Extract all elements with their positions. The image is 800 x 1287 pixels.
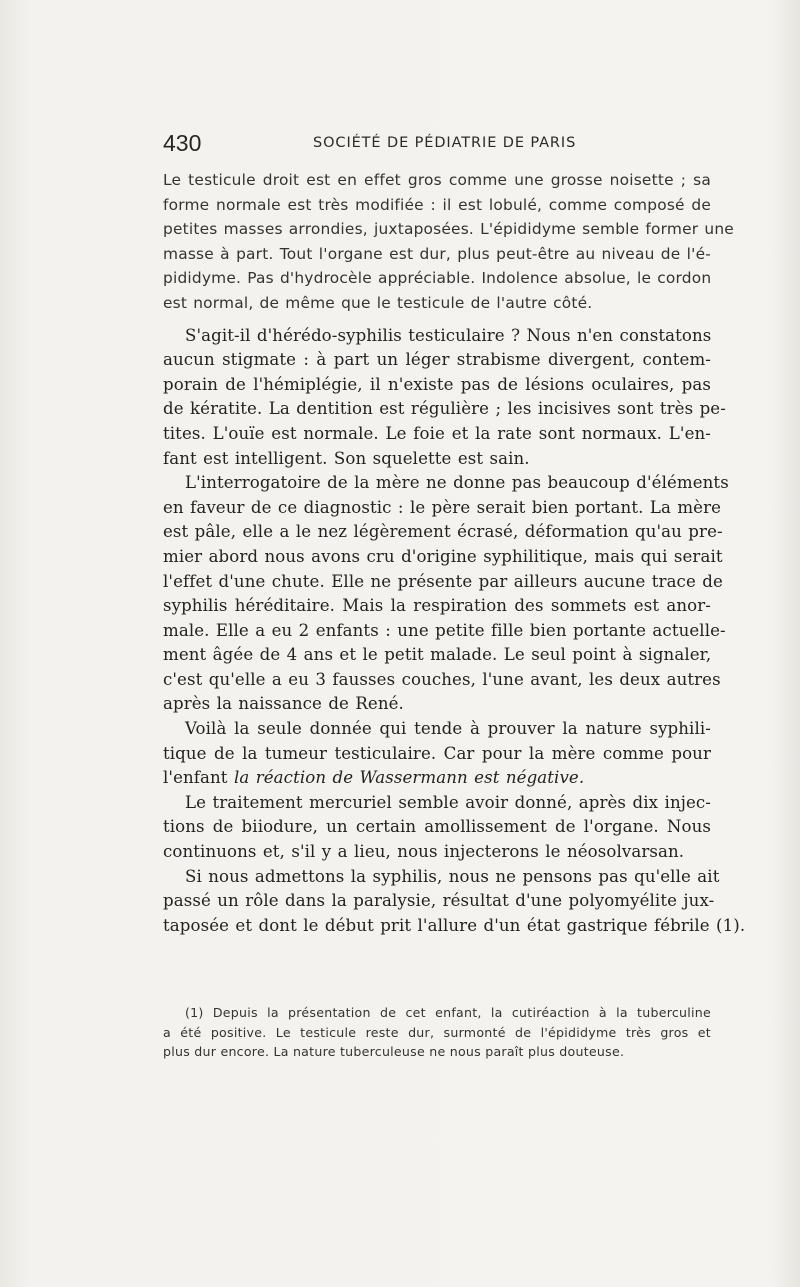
text-span: l'enfant	[163, 768, 234, 788]
text-line: L'interrogatoire de la mère ne donne pas beaucoup d'éléments	[185, 473, 729, 493]
text-line: est normal, de même que le testicule de l'autre côté.	[163, 293, 593, 312]
text-line: forme normale est très modifiée : il est lobulé, comme composé de	[163, 195, 711, 214]
body-text	[163, 168, 746, 938]
text-line: mier abord nous avons cru d'origine syphilitique, mais qui serait	[163, 546, 723, 566]
text-line: S'agit-il d'hérédo-syphilis testiculaire ? Nous n'en constatons	[185, 325, 712, 345]
text-line: c'est qu'elle a eu 3 fausses couches, l'une avant, les deux autres	[163, 669, 721, 689]
text-line: l'effet d'une chute. Elle ne présente par ailleurs aucune trace de	[163, 571, 723, 591]
text-line: continuons et, s'il y a lieu, nous injecterons le néosolvarsan.	[163, 842, 685, 862]
text-line: en faveur de ce diagnostic : le père serait bien portant. La mère	[163, 497, 722, 517]
text-line: masse à part. Tout l'organe est dur, plus peut-être au niveau de l'é-	[163, 244, 711, 263]
text-line: passé un rôle dans la paralysie, résultat d'une polyomyélite jux-	[163, 891, 715, 911]
text-line: Si nous admettons la syphilis, nous ne pensons pas qu'elle ait	[185, 866, 720, 886]
text-line: est pâle, elle a le nez légèrement écrasé, déformation qu'au pre-	[163, 522, 723, 542]
footnote-line: (1) Depuis la présentation de cet enfant, la cutiréaction à la tuberculine	[185, 1005, 711, 1020]
text-line: porain de l'hémiplégie, il n'existe pas de lésions oculaires, pas	[163, 374, 711, 394]
page-number: 430	[163, 130, 202, 156]
footnote	[163, 1003, 711, 1062]
paragraph-6	[163, 865, 746, 939]
italic-text: la réaction de Wassermann est négative.	[233, 768, 585, 788]
paragraph-3	[163, 471, 729, 717]
text-line: male. Elle a eu 2 enfants : une petite fille bien portante actuelle-	[163, 620, 726, 640]
text-line: aucun stigmate : à part un léger strabisme divergent, contem-	[163, 350, 711, 370]
paragraph-2	[163, 324, 726, 472]
text-line: Le traitement mercuriel semble avoir donné, après dix injec-	[185, 792, 711, 812]
page-header	[163, 130, 711, 160]
text-line	[163, 766, 711, 791]
text-line: ment âgée de 4 ans et le petit malade. Le seul point à signaler,	[163, 645, 712, 665]
paragraph-4	[163, 717, 711, 791]
paragraph-5	[163, 791, 711, 865]
text-line: tique de la tumeur testiculaire. Car pour la mère comme pour	[163, 743, 711, 763]
footnote-line: plus dur encore. La nature tuberculeuse ne nous paraît plus douteuse.	[163, 1044, 625, 1059]
text-line: de kératite. La dentition est régulière ; les incisives sont très pe-	[163, 399, 726, 419]
text-line: tions de biiodure, un certain amollissement de l'organe. Nous	[163, 817, 711, 837]
text-line: taposée et dont le début prit l'allure d'un état gastrique fébrile (1).	[163, 915, 746, 935]
text-line: Le testicule droit est en effet gros comme une grosse noisette ; sa	[163, 171, 711, 189]
text-line: syphilis héréditaire. Mais la respiration des sommets est anor-	[163, 596, 711, 616]
text-line: tites. L'ouïe est normale. Le foie et la rate sont normaux. L'en-	[163, 423, 711, 443]
footnote-line: a été positive. Le testicule reste dur, surmonté de l'épididyme très gros et	[163, 1024, 711, 1040]
text-line: Voilà la seule donnée qui tende à prouver la nature syphili-	[185, 719, 711, 739]
running-title: SOCIÉTÉ DE PÉDIATRIE DE PARIS	[313, 135, 577, 151]
text-line: après la naissance de René.	[163, 694, 404, 714]
text-line: petites masses arrondies, juxtaposées. L'épididyme semble former une	[163, 220, 734, 239]
text-line: fant est intelligent. Son squelette est sain.	[163, 448, 530, 468]
paragraph-1	[163, 168, 734, 316]
text-line: pididyme. Pas d'hydrocèle appréciable. Indolence absolue, le cordon	[163, 269, 712, 288]
